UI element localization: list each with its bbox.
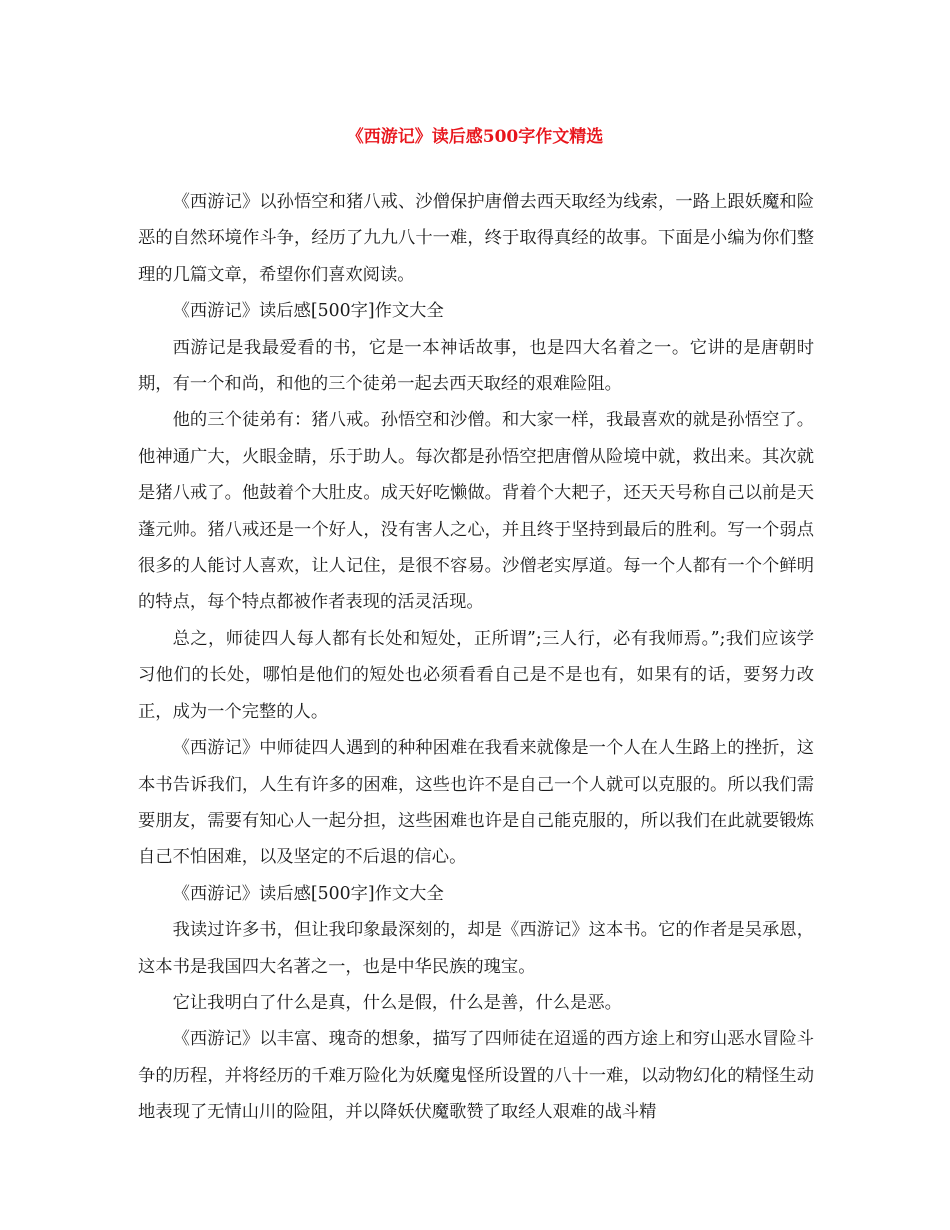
document-body	[138, 184, 814, 1131]
paragraph: 他的三个徒弟有：猪八戒。孙悟空和沙僧。和大家一样，我最喜欢的就是孙悟空了。他神通广大，火眼金睛，乐于助人。每次都是孙悟空把唐僧从险境中就，救出来。其次就是猪八戒了。他鼓着个大肚皮。成天好吃懒做。背着个大耙子，还天天号称自己以前是天蓬元帅。猪八戒还是一个好人，没有害人之心，并且终于坚持到最后的胜利。写一个弱点很多的人能讨人喜欢，让人记住，是很不容易。沙僧老实厚道。每一个人都有一个个鲜明的特点，每个特点都被作者表现的活灵活现。	[138, 410, 814, 613]
paragraph: 它让我明白了什么是真，什么是假，什么是善，什么是恶。	[172, 992, 622, 1013]
paragraph-intro: 《西游记》以孙悟空和猪八戒、沙僧保护唐僧去西天取经为线索，一路上跟妖魔和险恶的自然环境作斗争，经历了九九八十一难，终于取得真经的故事。下面是小编为你们整理的几篇文章，希望你们喜欢阅读。	[138, 192, 814, 285]
paragraph: 西游记是我最爱看的书，它是一本神话故事，也是四大名着之一。它讲的是唐朝时期，有一个和尚，和他的三个徒弟一起去西天取经的艰难险阻。	[138, 337, 814, 395]
paragraph: 《西游记》以丰富、瑰奇的想象，描写了四师徒在迢遥的西方途上和穷山恶水冒险斗争的历程，并将经历的千难万险化为妖魔鬼怪所设置的八十一难，以动物幻化的精怪生动地表现了无情山川的险阻，并以降妖伏魔歌赞了取经人艰难的战斗精	[138, 1029, 814, 1123]
section-heading-1: 《西游记》读后感[500字]作文大全	[172, 301, 444, 322]
section-heading-2: 《西游记》读后感[500字]作文大全	[172, 883, 444, 904]
paragraph: 《西游记》中师徒四人遇到的种种困难在我看来就像是一个人在人生路上的挫折，这本书告诉我们，人生有许多的困难，这些也许不是自己一个人就可以克服的。所以我们需要朋友，需要有知心人一起分担，这些困难也许是自己能克服的，所以我们在此就要锻炼自己不怕困难，以及坚定的不后退的信心。	[138, 738, 814, 868]
paragraph: 我读过许多书，但让我印象最深刻的，却是《西游记》这本书。它的作者是吴承恩，这本书是我国四大名著之一，也是中华民族的瑰宝。	[138, 920, 814, 977]
paragraph: 总之，师徒四人每人都有长处和短处，正所谓”;三人行，必有我师焉。”;我们应该学习他们的长处，哪怕是他们的短处也必须看看自己是不是也有，如果有的话，要努力改正，成为一个完整的人。	[138, 628, 814, 722]
document-title: 《西游记》读后感500字作文精选	[346, 127, 604, 147]
